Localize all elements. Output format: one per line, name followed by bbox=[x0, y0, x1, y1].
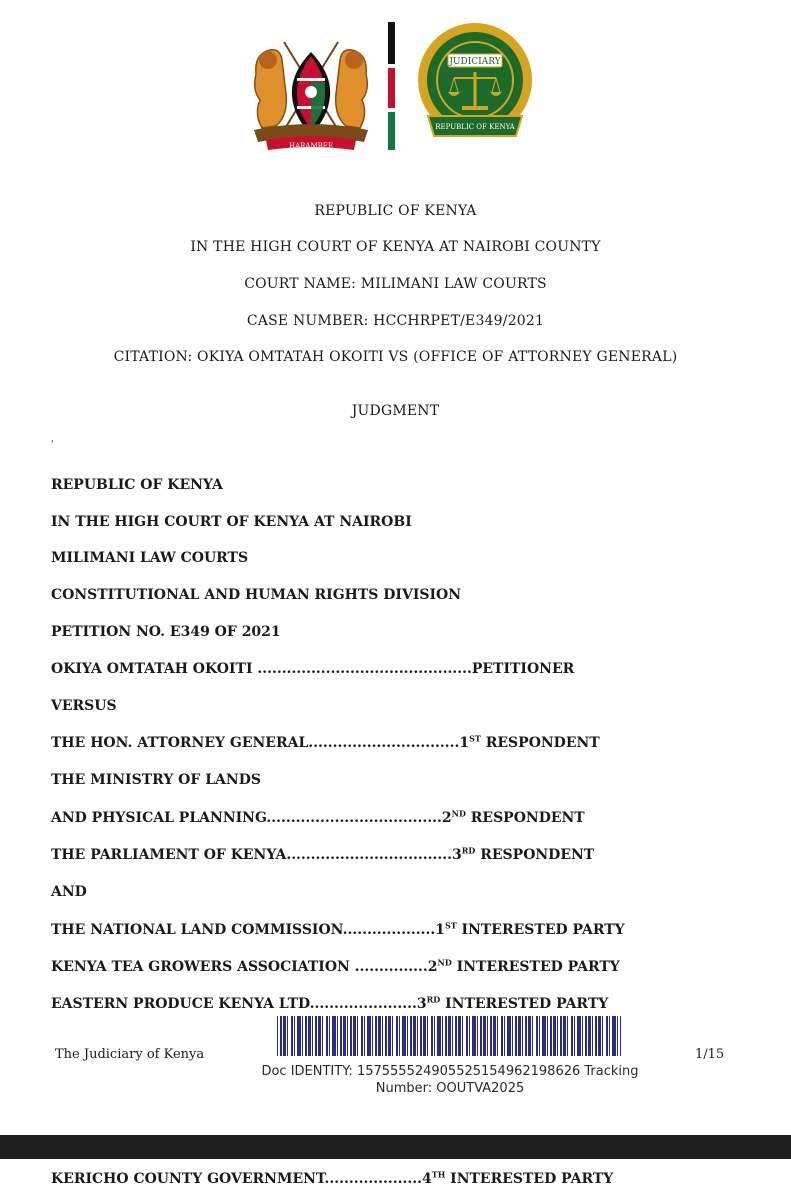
respondent-3-ordinal: RD bbox=[461, 845, 476, 856]
body-division: CONSTITUTIONAL AND HUMAN RIGHTS DIVISION bbox=[51, 587, 462, 603]
interested-party-2-ordinal: ND bbox=[437, 957, 452, 968]
respondent-2-role: RESPONDENT bbox=[465, 810, 585, 826]
respondent-2-name: AND PHYSICAL PLANNING....................................2 bbox=[51, 810, 452, 826]
seal-text-top: JUDICIARY bbox=[449, 57, 501, 67]
party-interested-1 bbox=[51, 922, 625, 938]
petitioner-name: OKIYA OMTATAH OKOITI ............................................ bbox=[51, 661, 472, 677]
interested-party-1-ordinal: ST bbox=[444, 920, 457, 931]
interested-party-2-role: INTERESTED PARTY bbox=[451, 959, 620, 975]
party-respondent-3 bbox=[51, 847, 594, 863]
and-label: AND bbox=[51, 884, 87, 900]
document-page-2 bbox=[0, 1159, 791, 1200]
body-court-location: MILIMANI LAW COURTS bbox=[51, 550, 249, 566]
interested-party-1-name: THE NATIONAL LAND COMMISSION...................1 bbox=[51, 922, 445, 938]
interested-party-3-role: INTERESTED PARTY bbox=[440, 996, 609, 1012]
seal-text-bottom: REPUBLIC OF KENYA bbox=[435, 123, 515, 131]
petitioner-role: PETITIONER bbox=[471, 661, 575, 677]
interested-party-1-role: INTERESTED PARTY bbox=[456, 922, 625, 938]
footer-judiciary-label: The Judiciary of Kenya bbox=[55, 1047, 205, 1062]
header-court-name: COURT NAME: MILIMANI LAW COURTS bbox=[244, 276, 547, 292]
respondent-3-name: THE PARLIAMENT OF KENYA..................................3 bbox=[51, 847, 462, 863]
stray-mark: ' bbox=[51, 440, 54, 450]
interested-party-4-ordinal: TH bbox=[431, 1169, 446, 1180]
kenya-flag-stripe-icon bbox=[388, 22, 395, 150]
document-type: JUDGMENT bbox=[351, 403, 440, 419]
header-citation: CITATION: OKIYA OMTATAH OKOITI VS (OFFICE OF ATTORNEY GENERAL) bbox=[113, 349, 678, 365]
versus-label: VERSUS bbox=[51, 698, 117, 714]
footer-doc-identity bbox=[200, 1063, 700, 1097]
header-logos bbox=[0, 18, 791, 158]
barcode-icon bbox=[277, 1016, 621, 1056]
party-interested-3 bbox=[51, 996, 608, 1012]
doc-identity-line: Doc IDENTITY: 157555524905525154962198626 Tracking bbox=[261, 1064, 639, 1079]
party-respondent-2 bbox=[51, 810, 585, 826]
party-interested-4 bbox=[51, 1171, 613, 1187]
header-court: IN THE HIGH COURT OF KENYA AT NAIROBI COUNTY bbox=[190, 239, 601, 255]
interested-party-4-role: INTERESTED PARTY bbox=[445, 1171, 614, 1187]
party-petitioner bbox=[51, 661, 574, 677]
respondent-2-ordinal: ND bbox=[451, 808, 466, 819]
judiciary-seal-icon bbox=[414, 20, 536, 148]
tracking-number-line: Number: OOUTVA2025 bbox=[375, 1081, 525, 1096]
party-respondent-1 bbox=[51, 735, 600, 751]
interested-party-4-name: KERICHO COUNTY GOVERNMENT....................4 bbox=[51, 1171, 432, 1187]
interested-party-3-ordinal: RD bbox=[426, 994, 441, 1005]
header-republic: REPUBLIC OF KENYA bbox=[314, 203, 477, 219]
header-case-number: CASE NUMBER: HCCHRPET/E349/2021 bbox=[246, 313, 545, 329]
body-court: IN THE HIGH COURT OF KENYA AT NAIROBI bbox=[51, 514, 412, 530]
page-separator bbox=[0, 1135, 791, 1159]
respondent-1-role: RESPONDENT bbox=[480, 735, 600, 751]
interested-party-2-name: KENYA TEA GROWERS ASSOCIATION ...............2 bbox=[51, 959, 438, 975]
respondent-2-line-1: THE MINISTRY OF LANDS bbox=[51, 772, 261, 788]
footer-page-number: 1/15 bbox=[695, 1047, 725, 1062]
respondent-3-role: RESPONDENT bbox=[475, 847, 595, 863]
respondent-1-name: THE HON. ATTORNEY GENERAL...............................1 bbox=[51, 735, 470, 751]
body-petition-number: PETITION NO. E349 OF 2021 bbox=[51, 624, 281, 640]
body-republic: REPUBLIC OF KENYA bbox=[51, 477, 223, 493]
coat-of-arms-motto: HARAMBEE bbox=[288, 142, 334, 150]
interested-party-3-name: EASTERN PRODUCE KENYA LTD......................3 bbox=[51, 996, 427, 1012]
kenya-coat-of-arms-icon bbox=[246, 34, 376, 154]
party-interested-2 bbox=[51, 959, 620, 975]
respondent-1-ordinal: ST bbox=[469, 733, 481, 744]
